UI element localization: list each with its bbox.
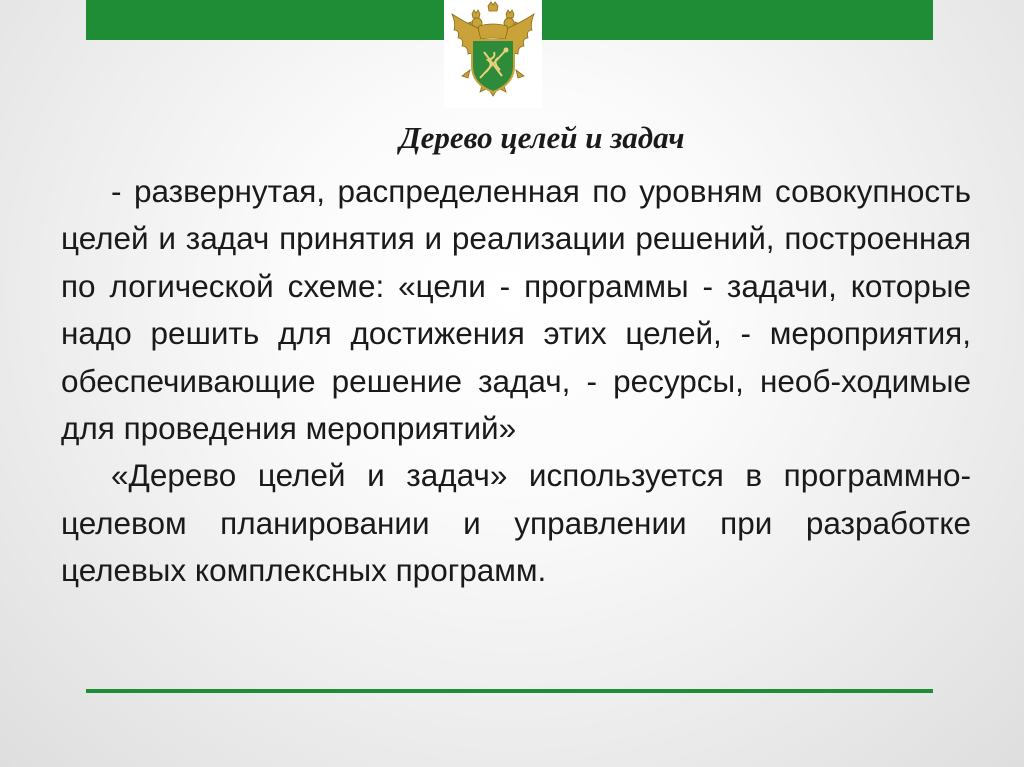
slide-title: Дерево целей и задач: [399, 120, 685, 155]
definition-paragraph: - развернутая, распределенная по уровням совокупность целей и задач принятия и реализации решений, построенная по логической схеме: «цели - программы - задачи, которые надо решить для достижения этих целей, - мероприятия, обеспечивающие решение задач, - ресурсы, необ-ходимые для проведения мероприятий»: [61, 173, 971, 447]
double-headed-eagle-emblem-icon: [444, 0, 542, 108]
bottom-accent-line: [86, 689, 933, 693]
slide-body: [61, 168, 971, 595]
usage-paragraph: «Дерево целей и задач» используется в программно-целевом планировании и управлении при разработке целевых комплексных программ.: [61, 457, 971, 589]
